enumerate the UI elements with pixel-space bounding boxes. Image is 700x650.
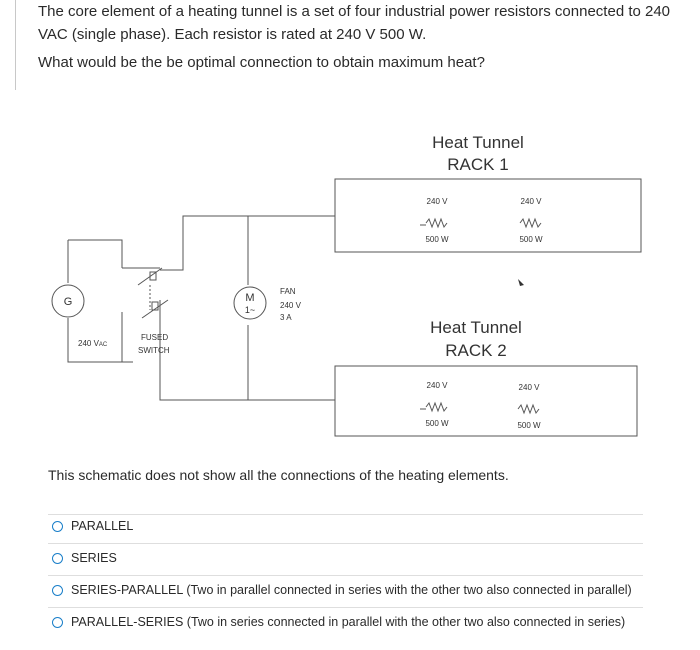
resistor-icon [518, 405, 539, 413]
resistor-icon [426, 219, 447, 227]
option-series-parallel[interactable] [52, 583, 632, 597]
fan-current: 3 A [280, 313, 292, 322]
question-line-1: The core element of a heating tunnel is a set of four industrial power resistors connected to 240 [38, 3, 671, 20]
option-series[interactable] [52, 551, 117, 565]
option-label: SERIES [71, 551, 117, 565]
question-prompt: What would be the be optimal connection to obtain maximum heat? [38, 54, 485, 71]
option-label: PARALLEL [71, 519, 134, 533]
radio-button[interactable] [52, 521, 63, 532]
generator-symbol: G [63, 296, 73, 308]
question-line-2: VAC (single phase). Each resistor is rated at 240 V 500 W. [38, 26, 427, 43]
radio-button[interactable] [52, 617, 63, 628]
divider [48, 514, 643, 515]
option-label: PARALLEL-SERIES (Two in series connected in parallel with the other two also connected in series) [71, 615, 626, 629]
motor-sub: 1~ [244, 305, 256, 315]
divider [48, 543, 643, 544]
option-parallel[interactable] [52, 519, 133, 533]
wire-source-top [68, 240, 122, 268]
cursor-arrow-icon [518, 279, 524, 286]
rack-2-resistor-2-power: 500 W [517, 421, 541, 430]
schematic-note: This schematic does not show all the connections of the heating elements. [48, 467, 509, 483]
rack-1-title-line-2: RACK 1 [447, 155, 509, 174]
fan-voltage: 240 V [280, 301, 301, 310]
radio-button[interactable] [52, 553, 63, 564]
rack-1-resistor-1-voltage: 240 V [426, 197, 448, 206]
fused-switch-icon [122, 268, 168, 318]
option-parallel-series[interactable] [52, 615, 625, 629]
divider [48, 575, 643, 576]
switch-label-1: FUSED [141, 333, 169, 342]
divider [48, 607, 643, 608]
rack-2-resistor-1-power: 500 W [425, 419, 449, 428]
switch-label-2: SWITCH [138, 346, 170, 355]
fan-label: FAN [280, 287, 296, 296]
motor-symbol: M [245, 292, 255, 304]
wire-switch-in [122, 312, 133, 362]
resistor-icon [426, 403, 447, 411]
rack-1-box [335, 179, 641, 252]
rack-1-resistor-1-power: 500 W [425, 235, 449, 244]
rack-2-box [335, 366, 637, 436]
rack-2-title-line-1: Heat Tunnel [430, 318, 522, 337]
radio-button[interactable] [52, 585, 63, 596]
rack-1-title-line-1: Heat Tunnel [432, 133, 524, 152]
rack-1-resistor-2-voltage: 240 V [520, 197, 542, 206]
rack-1-resistor-2-power: 500 W [519, 235, 543, 244]
rack-2-resistor-1-voltage: 240 V [426, 381, 448, 390]
rack-2-title-line-2: RACK 2 [445, 341, 507, 360]
rack-2-resistor-2-voltage: 240 V [518, 383, 540, 392]
resistor-icon [520, 219, 541, 227]
option-label: SERIES-PARALLEL (Two in parallel connected in series with the other two also connected in parallel) [71, 583, 632, 597]
source-label: 240 VAC [78, 339, 108, 348]
